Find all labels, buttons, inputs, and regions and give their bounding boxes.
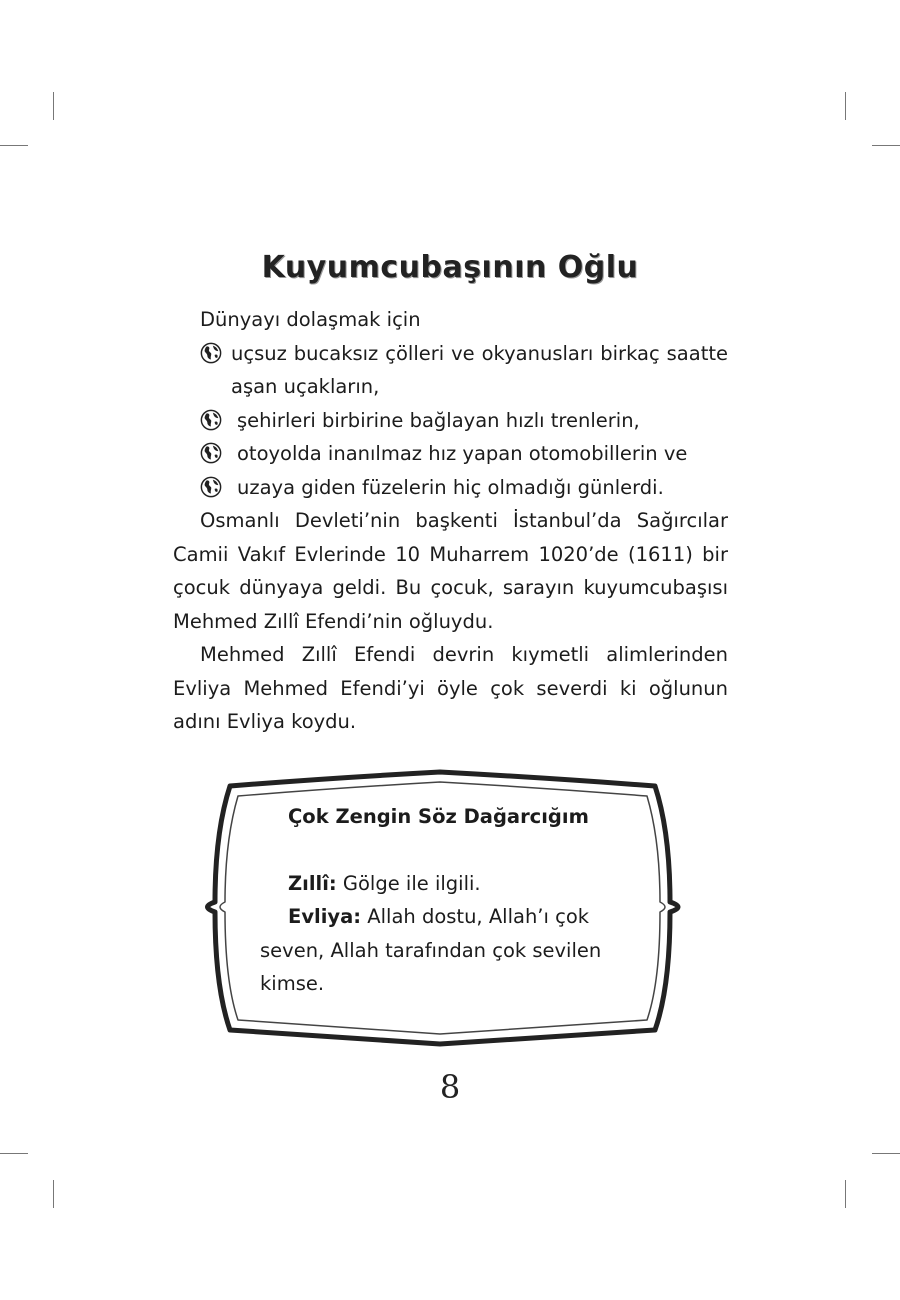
crop-mark — [53, 92, 54, 120]
list-item: şehirleri birbirine bağlayan hızlı trenlerin, — [173, 404, 728, 438]
crop-mark — [872, 1153, 900, 1154]
crop-mark — [845, 1180, 846, 1208]
paragraph: Mehmed Zıllî Efendi devrin kıymetli alimlerinden Evliya Mehmed Efendi’yi öyle çok severdi ki oğlunun adını Evliya koydu. — [173, 643, 728, 733]
vocabulary-entry: Zıllî: Gölge ile ilgili. — [288, 871, 481, 895]
list-item: uçsuz bucaksız çölleri ve okyanusları birkaç saatte aşan uçakların, — [173, 337, 728, 404]
globe-icon — [200, 342, 222, 364]
globe-icon — [200, 476, 222, 498]
globe-icon — [200, 409, 222, 431]
page-number: 8 — [439, 1068, 461, 1106]
bullet-list — [173, 337, 728, 505]
list-item: uzaya giden füzelerin hiç olmadığı günlerdi. — [173, 471, 728, 505]
intro-line: Dünyayı dolaşmak için — [200, 308, 421, 331]
page-title: Kuyumcubaşının Oğlu — [261, 250, 639, 285]
main-text — [173, 303, 728, 739]
vocabulary-box — [200, 762, 685, 1052]
vocabulary-entry: Evliya: Allah dostu, Allah’ı çok seven, Allah tarafından çok sevilen kimse. — [260, 905, 602, 995]
globe-icon — [200, 442, 222, 464]
list-item: otoyolda inanılmaz hız yapan otomobillerin ve — [173, 437, 728, 471]
vocabulary-heading: Çok Zengin Söz Dağarcığım — [288, 805, 589, 828]
paragraph: Osmanlı Devleti’nin başkenti İstanbul’da Sağırcılar Camii Vakıf Evlerinde 10 Muharrem 1020’de (1611) bir çocuk dünyaya geldi. Bu çocuk, sarayın kuyumcubaşısı Mehmed Zıllî Efendi’nin oğluydu. — [173, 509, 728, 633]
crop-mark — [872, 145, 900, 146]
crop-mark — [53, 1180, 54, 1208]
crop-mark — [0, 145, 28, 146]
crop-mark — [0, 1153, 28, 1154]
vocabulary-content — [260, 800, 640, 1001]
crop-mark — [845, 92, 846, 120]
